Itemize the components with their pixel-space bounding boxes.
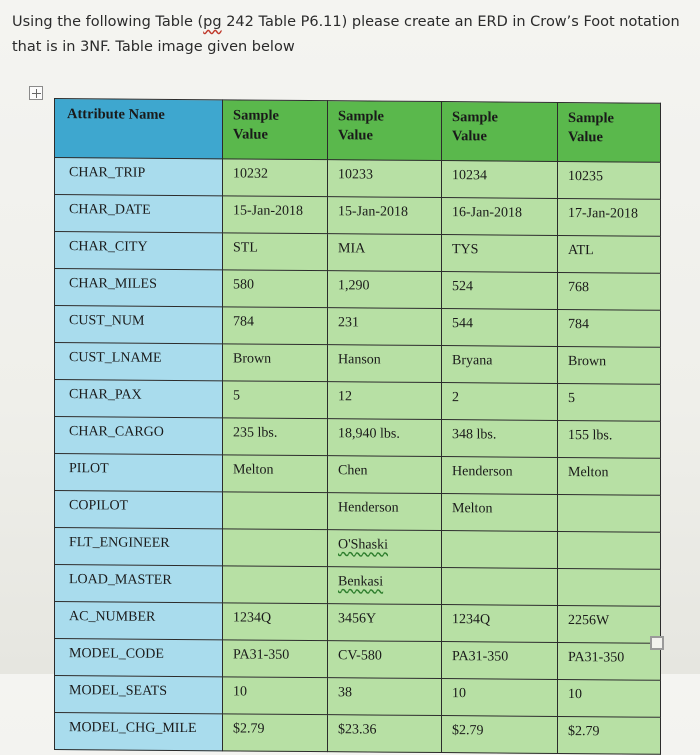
table-move-handle-icon[interactable] [29,86,43,100]
attribute-name-cell: MODEL_SEATS [55,676,223,714]
column-header-sample-value: Sample Value [223,100,328,160]
column-header-sample-value: Sample Value [558,102,661,162]
sample-value-cell: Melton [223,455,328,493]
attribute-name-cell: CUST_NUM [55,306,223,344]
column-header-sample-value: Sample Value [442,102,558,162]
sample-value-cell: 10 [558,679,661,717]
sample-value-cell: 16-Jan-2018 [442,198,558,236]
table-row [55,195,661,237]
sample-value-cell: Benkasi [328,567,442,605]
sample-value-cell: 544 [442,309,558,347]
sample-value-cell: 5 [223,381,328,419]
sample-value-cell: PA31-350 [558,642,661,680]
attribute-table [54,98,661,755]
sample-value-cell: $2.79 [223,714,328,752]
sample-value-cell: 768 [558,272,661,310]
attribute-name-cell: LOAD_MASTER [55,565,223,603]
sample-value-cell [223,566,328,604]
sample-value-cell [558,531,661,569]
sample-value-cell: 10 [223,677,328,715]
sample-value-cell: 12 [328,382,442,420]
table-row [55,417,661,459]
sample-value-cell: 1234Q [442,605,558,643]
sample-value-cell: 1,290 [328,271,442,309]
sample-value-cell: O'Shaski [328,530,442,568]
sample-value-cell: Melton [558,457,661,495]
sample-value-cell: 348 lbs. [442,420,558,458]
sample-value-cell: $2.79 [558,716,661,754]
attribute-name-cell: MODEL_CHG_MILE [55,713,223,751]
attribute-name-cell: PILOT [55,454,223,492]
sample-value-cell: Melton [442,494,558,532]
sample-value-cell: 524 [442,272,558,310]
sample-value-cell: 10235 [558,161,661,199]
table-row [55,528,661,570]
sample-value-cell: Bryana [442,346,558,384]
checkbox-icon[interactable] [650,636,664,650]
sample-value-cell: 18,940 lbs. [328,419,442,457]
sample-value-cell: ATL [558,235,661,273]
sample-value-cell [223,492,328,530]
table-row [55,602,661,644]
attribute-name-cell: FLT_ENGINEER [55,528,223,566]
sample-value-cell: 784 [223,307,328,345]
sample-value-cell: Brown [558,346,661,384]
table-header-row [55,99,661,163]
attribute-name-cell: CHAR_MILES [55,269,223,307]
table-row [55,232,661,274]
table-row [55,269,661,311]
sample-value-cell: 10233 [328,160,442,198]
table-row [55,306,661,348]
sample-value-cell [223,529,328,567]
spellcheck-word: pg [203,14,222,30]
sample-value-cell: Brown [223,344,328,382]
sample-value-cell: 231 [328,308,442,346]
sample-value-cell [558,494,661,532]
sample-value-cell: $23.36 [328,715,442,753]
sample-value-cell [442,531,558,569]
column-header-attribute-name: Attribute Name [55,99,223,159]
sample-value-cell: Hanson [328,345,442,383]
question-text [12,10,682,60]
sample-value-cell: 10234 [442,161,558,199]
sample-value-cell [558,568,661,606]
sample-value-cell: 10232 [223,159,328,197]
table-row [55,676,661,718]
question-text-end: 242 Table P6.11) please create an ERD in Crow’s Foot notation that is in 3NF. Table image given below [12,14,680,55]
sample-value-cell: 5 [558,383,661,421]
sample-value-cell: 2 [442,383,558,421]
table-row [55,343,661,385]
table-row [55,491,661,533]
sample-value-cell: 38 [328,678,442,716]
table-row [55,454,661,496]
sample-value-cell: 15-Jan-2018 [328,197,442,235]
attribute-name-cell: CHAR_DATE [55,195,223,233]
sample-value-cell: 17-Jan-2018 [558,198,661,236]
sample-value-cell: STL [223,233,328,271]
attribute-name-cell: COPILOT [55,491,223,529]
column-header-sample-value: Sample Value [328,101,442,161]
sample-value-cell: 2256W [558,605,661,643]
attribute-name-cell: CHAR_TRIP [55,158,223,196]
sample-value-cell: 3456Y [328,604,442,642]
sample-value-cell: 235 lbs. [223,418,328,456]
attribute-name-cell: AC_NUMBER [55,602,223,640]
attribute-name-cell: MODEL_CODE [55,639,223,677]
sample-value-cell: 15-Jan-2018 [223,196,328,234]
sample-value-cell: TYS [442,235,558,273]
table-row [55,713,661,755]
table-image [54,98,661,755]
sample-value-cell: Henderson [328,493,442,531]
table-row [55,565,661,607]
sample-value-cell [442,568,558,606]
attribute-name-cell: CHAR_CARGO [55,417,223,455]
sample-value-cell: PA31-350 [223,640,328,678]
attribute-name-cell: CUST_LNAME [55,343,223,381]
table-row [55,158,661,200]
sample-value-cell: 155 lbs. [558,420,661,458]
attribute-name-cell: CHAR_PAX [55,380,223,418]
question-text-start: Using the following Table ( [12,14,204,30]
sample-value-cell: Henderson [442,457,558,495]
sample-value-cell: $2.79 [442,716,558,754]
sample-value-cell: 10 [442,679,558,717]
table-row [55,380,661,422]
sample-value-cell: CV-580 [328,641,442,679]
sample-value-cell: Chen [328,456,442,494]
sample-value-cell: 1234Q [223,603,328,641]
sample-value-cell: MIA [328,234,442,272]
sample-value-cell: PA31-350 [442,642,558,680]
attribute-name-cell: CHAR_CITY [55,232,223,270]
sample-value-cell: 784 [558,309,661,347]
sample-value-cell: 580 [223,270,328,308]
